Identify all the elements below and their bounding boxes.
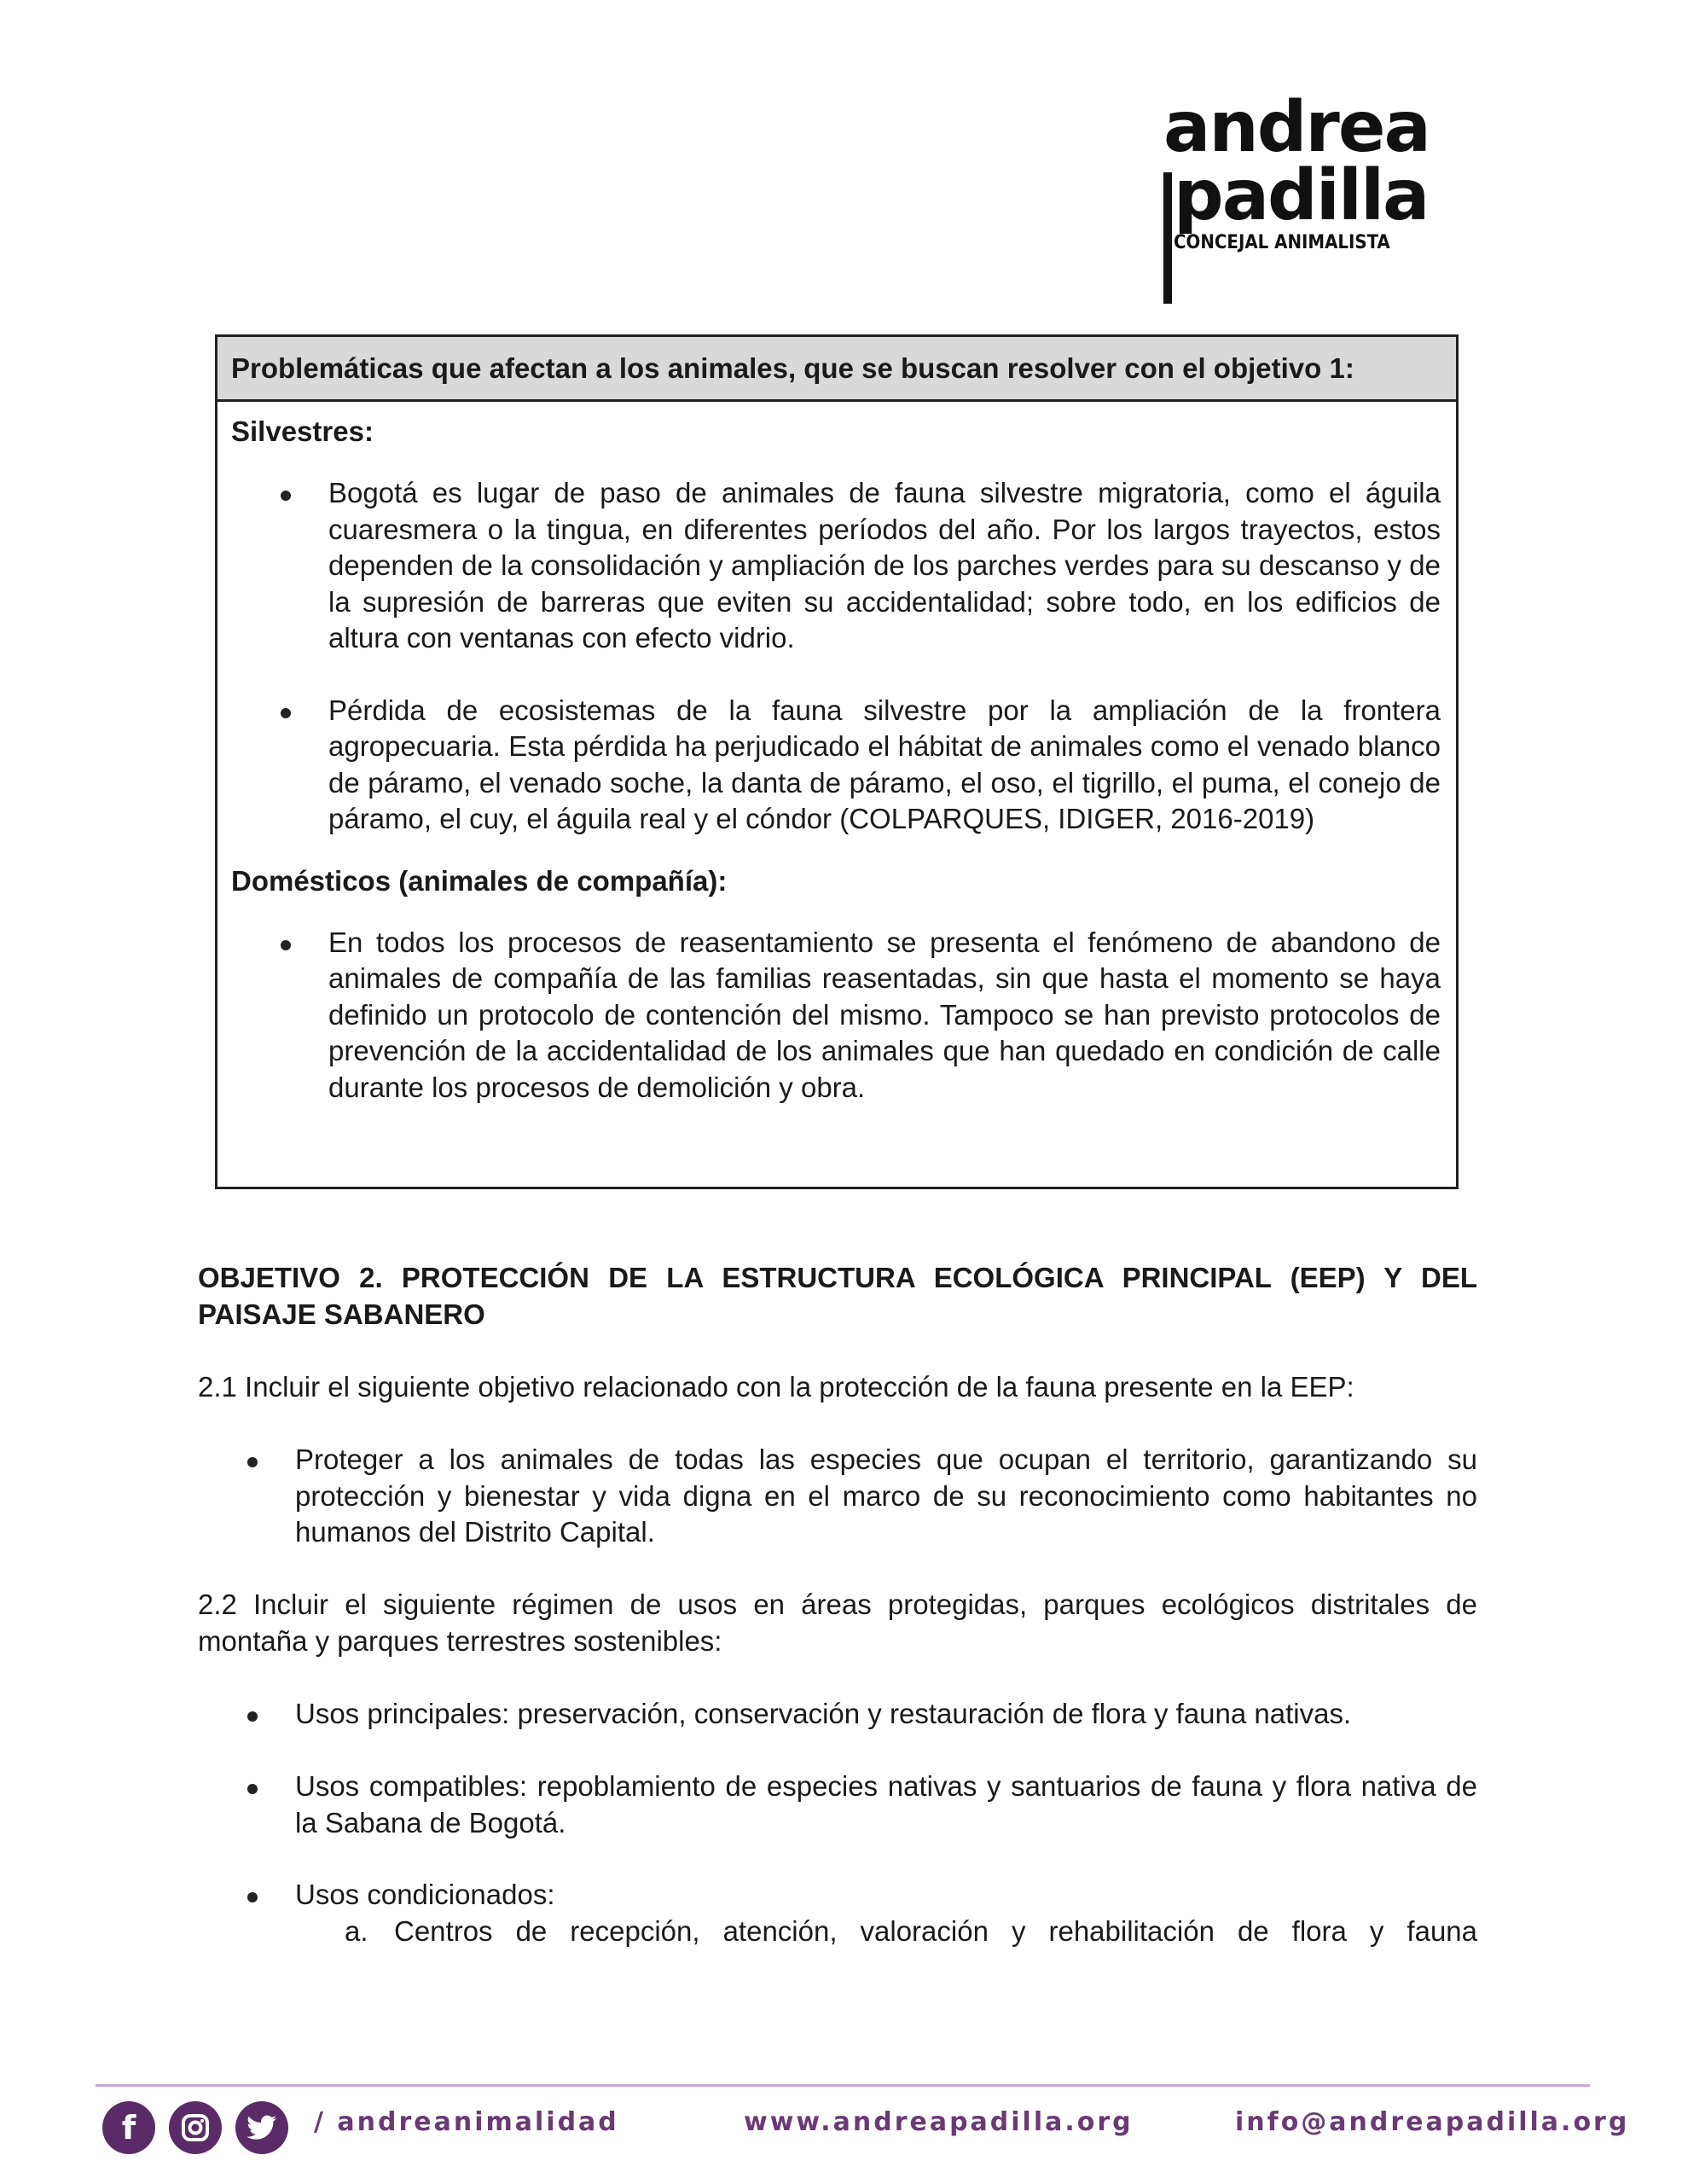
- email-link[interactable]: info@andreapadilla.org: [1235, 2107, 1630, 2137]
- box-body: [218, 402, 1456, 1106]
- twitter-icon[interactable]: [235, 2101, 288, 2154]
- logo-line2: padilla: [1174, 155, 1429, 236]
- objective-list: [198, 1442, 1477, 1551]
- objetivo2-heading: OBJETIVO 2. PROTECCIÓN DE LA ESTRUCTURA ECOLÓGICA PRINCIPAL (EEP) Y DEL PAISAJE SABANERO: [198, 1262, 1477, 1330]
- list-21-block: [198, 1442, 1477, 1551]
- usos-item-3: [198, 1877, 1477, 1949]
- logo: [1160, 87, 1433, 253]
- facebook-icon[interactable]: f: [102, 2101, 155, 2154]
- silvestres-title: Silvestres:: [231, 415, 374, 447]
- list-item: Usos compatibles: repoblamiento de especies nativas y santuarios de fauna y flora nativa de la Sabana de Bogotá.: [198, 1769, 1477, 1841]
- list-item: Usos principales: preservación, conservación y restauración de flora y fauna nativas.: [198, 1696, 1477, 1733]
- domesticos-title: Domésticos (animales de compañía):: [231, 864, 728, 897]
- bullet-icon: [247, 1784, 258, 1794]
- logo-bar: [1163, 172, 1172, 304]
- logo-tagline: CONCEJAL ANIMALISTA: [1174, 232, 1390, 253]
- box-header: Problemáticas que afectan a los animales, que se buscan resolver con el objetivo 1:: [218, 337, 1456, 402]
- objetivo2-heading-block: [198, 1260, 1477, 1333]
- list-item: Usos condicionados: a. Centros de recepción, atención, valoración y rehabilitación de flora y fauna: [198, 1877, 1477, 1949]
- p22-block: [198, 1587, 1477, 1659]
- p21-block: [198, 1369, 1477, 1406]
- bullet-icon: [281, 940, 291, 950]
- silvestres-list: [231, 475, 1442, 838]
- problematicas-box: [215, 334, 1459, 1189]
- list-item: Bogotá es lugar de paso de animales de fauna silvestre migratoria, como el águila cuaresmera o la tingua, en diferentes períodos del año. Por los largos trayectos, estos dependen de la consolidación y ampliación de los parches verdes para su descanso y de la supresión de barreras que eviten su accidentalidad; sobre todo, en los edificios de altura con ventanas con efecto vidrio.: [231, 475, 1442, 657]
- bullet-icon: [281, 491, 291, 501]
- list-item: Proteger a los animales de todas las especies que ocupan el territorio, garantizando su protección y bienestar y vida digna en el marco de su reconocimiento como habitantes no humanos del Distrito Capital.: [198, 1442, 1477, 1551]
- bullet-icon: [247, 1457, 258, 1467]
- website-link[interactable]: www.andreapadilla.org: [744, 2107, 1134, 2137]
- footer-divider: [96, 2084, 1590, 2087]
- bullet-icon: [247, 1892, 258, 1902]
- usos-item-2: [198, 1769, 1477, 1841]
- paragraph-2-1: 2.1 Incluir el siguiente objetivo relacionado con la protección de la fauna presente en la EEP:: [198, 1371, 1354, 1403]
- bullet-icon: [247, 1711, 258, 1722]
- logo-line1: andrea: [1163, 87, 1430, 168]
- list-item: Pérdida de ecosistemas de la fauna silvestre por la ampliación de la frontera agropecuaria. Esta pérdida ha perjudicado el hábitat de animales como el venado blanco de páramo, el venado soche, la danta de páramo, el oso, el tigrillo, el puma, el conejo de páramo, el cuy, el águila real y el cóndor (COLPARQUES, IDIGER, 2016-2019): [231, 693, 1442, 838]
- sub-item-a: [295, 1914, 1477, 1950]
- instagram-icon[interactable]: [169, 2101, 222, 2154]
- domesticos-list: [231, 925, 1442, 1107]
- usos-item-1: [198, 1696, 1477, 1733]
- bullet-icon: [281, 708, 291, 718]
- sub-letter: a.: [345, 1914, 368, 1947]
- sub-text: Centros de recepción, atención, valoración y rehabilitación de flora y fauna: [394, 1914, 1477, 1947]
- paragraph-2-2: 2.2 Incluir el siguiente régimen de usos en áreas protegidas, parques ecológicos distritales de montaña y parques terrestres sostenibles:: [198, 1589, 1477, 1657]
- list-item: En todos los procesos de reasentamiento se presenta el fenómeno de abandono de animales de compañía de las familias reasentadas, sin que hasta el momento se haya definido un protocolo de contención del mismo. Tampoco se han previsto protocolos de prevención de la accidentalidad de los animales que han quedado en condición de calle durante los procesos de demolición y obra.: [231, 925, 1442, 1107]
- social-handle[interactable]: / andreanimalidad: [314, 2107, 619, 2137]
